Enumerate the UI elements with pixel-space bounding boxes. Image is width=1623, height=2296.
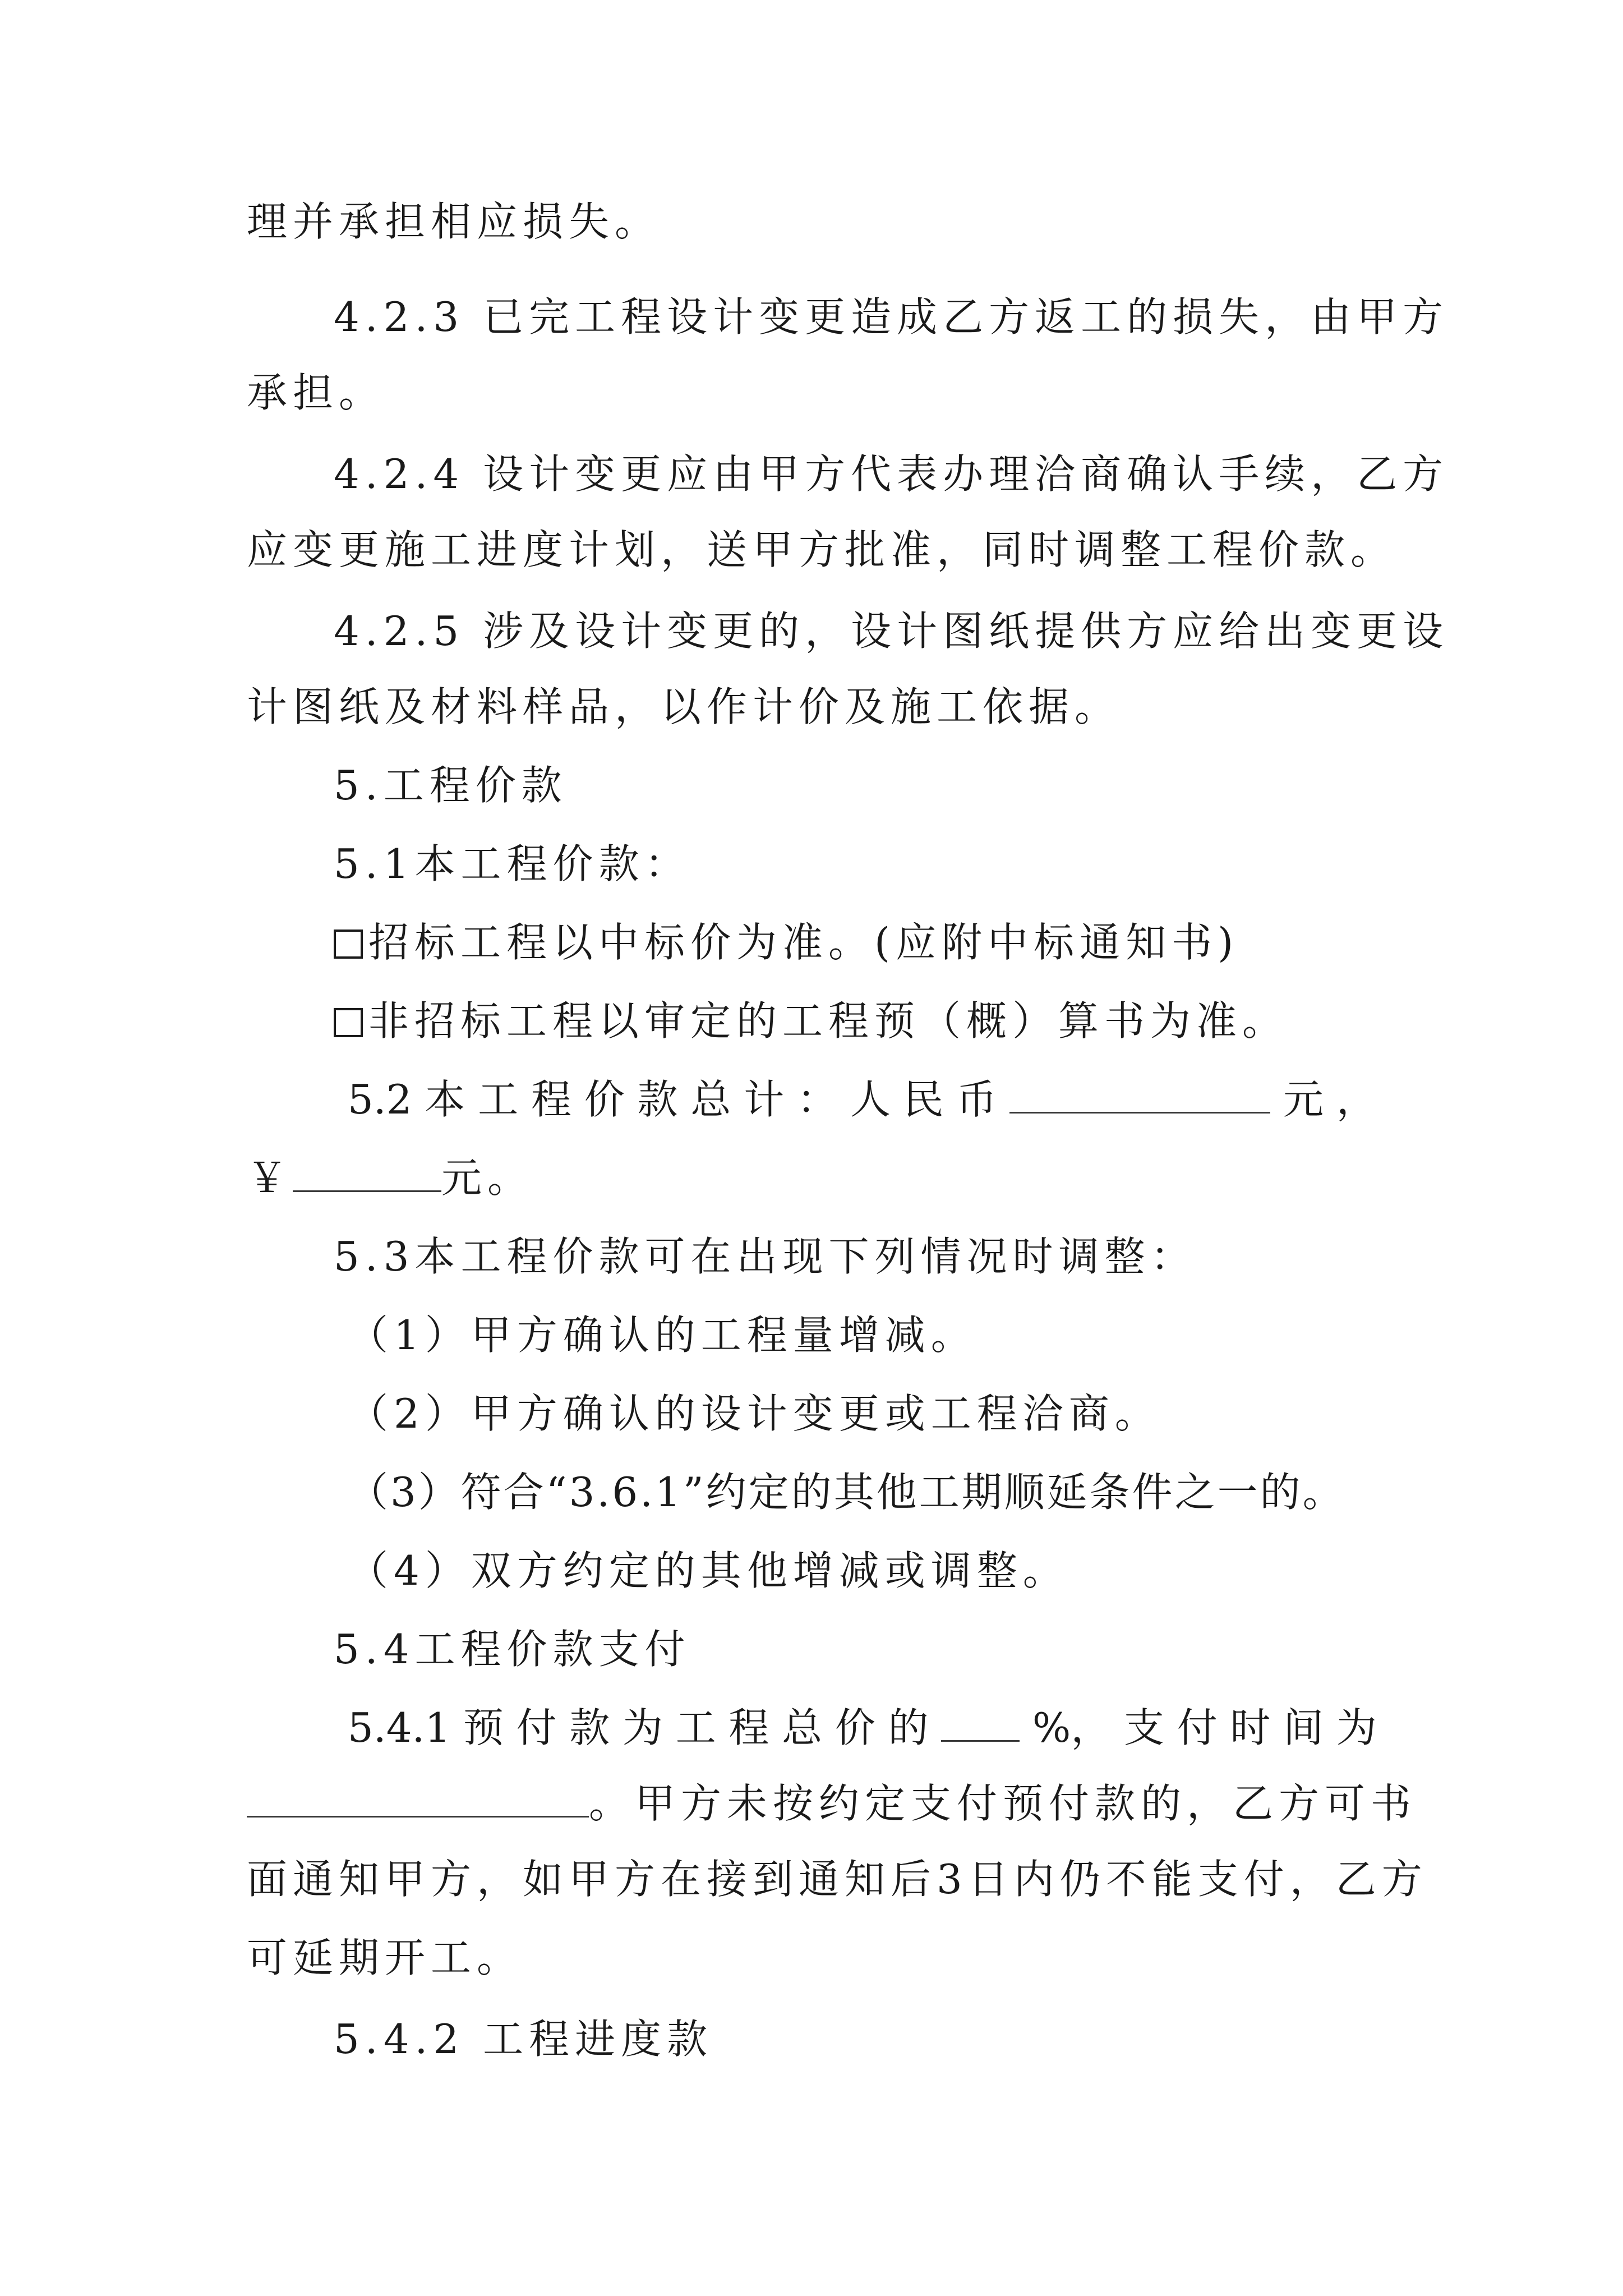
clause-5-2 — [348, 1071, 1377, 1128]
clause-4-2-5: 4.2.5 涉及设计变更的，设计图纸提供方应给出变更设 — [334, 608, 1449, 655]
condition-2: （2）甲方确认的设计变更或工程洽商。 — [348, 1390, 1161, 1437]
text-char: 间 — [1283, 1704, 1324, 1751]
text-char: 工 — [478, 1076, 519, 1123]
text-char: 人 — [850, 1076, 891, 1123]
clause-5-1: 5.1本工程价款： — [334, 840, 691, 887]
text-char: 本 — [425, 1076, 465, 1123]
text-char: 程 — [531, 1076, 571, 1123]
clause-5-4: 5.4工程价款支付 — [334, 1626, 691, 1673]
currency-symbol: ￥ — [247, 1154, 293, 1202]
clause-5-4-1 — [348, 1700, 1377, 1756]
text-char: 付 — [1177, 1704, 1218, 1751]
clause-5-2-cont — [247, 1150, 1413, 1206]
condition-1: （1）甲方确认的工程量增减。 — [348, 1312, 977, 1359]
section-heading-5: 5.工程价款 — [334, 762, 568, 809]
clause-5-4-1-cont — [247, 1775, 1417, 1832]
unit-text: 元。 — [441, 1154, 534, 1202]
text-char: 为 — [623, 1704, 663, 1751]
option-non-tender-project — [334, 993, 1500, 1049]
option-tender-label: 招标工程以中标价为准。(应附中标通知书) — [368, 919, 1239, 966]
paragraph-line: 理并承担相应损失。 — [247, 198, 661, 245]
checkbox-tender[interactable] — [334, 930, 363, 959]
text-char: 价 — [584, 1076, 625, 1123]
text-char: 程 — [728, 1704, 769, 1751]
text-char: 计 — [744, 1076, 785, 1123]
text-char: 的 — [888, 1704, 929, 1751]
clause-4-2-4-cont: 应变更施工进度计划，送甲方批准，同时调整工程价款。 — [247, 526, 1397, 573]
text-char: ： — [797, 1076, 838, 1123]
text-char: 总 — [782, 1704, 823, 1751]
text-char: 预 — [463, 1704, 504, 1751]
clause-5-3: 5.3本工程价款可在出现下列情况时调整： — [334, 1233, 1197, 1280]
clause-4-2-3-cont: 承担。 — [247, 369, 385, 416]
text-char: 总 — [690, 1076, 731, 1123]
text-char: %， — [1032, 1704, 1112, 1751]
clause-4-2-3: 4.2.3 已完工程设计变更造成乙方返工的损失，由甲方 — [334, 293, 1449, 341]
text-char: 币 — [956, 1076, 997, 1123]
clause-number: 5.2 — [348, 1076, 412, 1123]
option-tender-project — [334, 914, 1500, 970]
option-non-tender-label: 非招标工程以审定的工程预（概）算书为准。 — [368, 997, 1289, 1045]
text-run: 。甲方未按约定支付预付款的，乙方可书 — [589, 1780, 1417, 1827]
text-char: 为 — [1336, 1704, 1377, 1751]
clause-5-4-1-cont2: 面通知甲方，如甲方在接到通知后3日内仍不能支付，乙方 — [247, 1856, 1428, 1903]
condition-4: （4）双方约定的其他增减或调整。 — [348, 1547, 1069, 1594]
text-char: 时 — [1230, 1704, 1271, 1751]
amount-rmb-blank[interactable] — [1009, 1077, 1270, 1114]
condition-3: （3）符合“3.6.1”约定的其他工期顺延条件之一的。 — [348, 1469, 1345, 1516]
clause-number: 5.4.1 — [348, 1704, 451, 1751]
text-char: 元 — [1283, 1076, 1324, 1123]
text-char: 价 — [834, 1704, 875, 1751]
text-char: ， — [1336, 1076, 1377, 1123]
text-char: 支 — [1124, 1704, 1165, 1751]
text-char: 民 — [903, 1076, 944, 1123]
text-char: 款 — [637, 1076, 678, 1123]
clause-4-2-4: 4.2.4 设计变更应由甲方代表办理洽商确认手续，乙方 — [334, 450, 1449, 498]
payment-time-blank[interactable] — [247, 1781, 589, 1818]
text-char: 付 — [516, 1704, 557, 1751]
advance-percent-blank[interactable] — [941, 1705, 1020, 1742]
clause-5-4-1-cont3: 可延期开工。 — [247, 1934, 523, 1981]
text-char: 款 — [569, 1704, 610, 1751]
checkbox-non-tender[interactable] — [334, 1008, 363, 1037]
clause-5-4-2: 5.4.2 工程进度款 — [334, 2016, 713, 2063]
amount-yuan-blank[interactable] — [293, 1156, 441, 1192]
clause-4-2-5-cont: 计图纸及材料样品，以作计价及施工依据。 — [247, 683, 1121, 730]
text-char: 工 — [675, 1704, 716, 1751]
